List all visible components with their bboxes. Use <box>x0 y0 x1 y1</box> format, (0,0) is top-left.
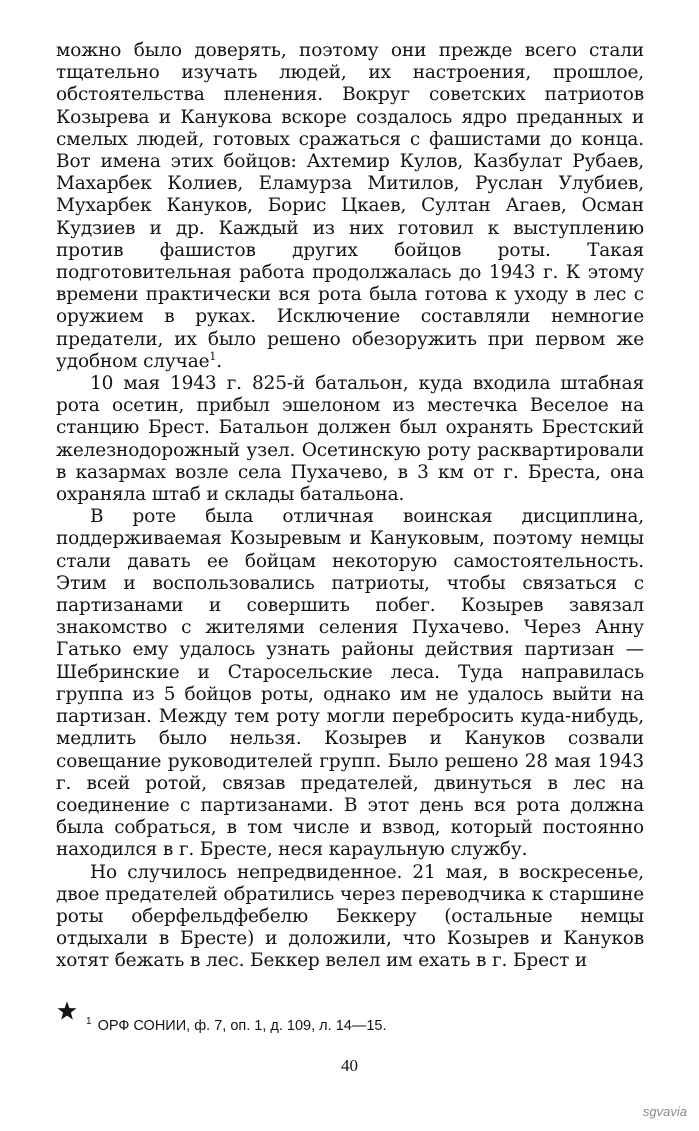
page-number: 40 <box>341 1056 358 1075</box>
paragraph-2 <box>56 373 644 506</box>
paragraph-1-end: . <box>216 350 222 372</box>
paragraph-1 <box>56 40 644 373</box>
page-body <box>56 40 644 973</box>
star-icon <box>56 1000 78 1022</box>
paragraph-3 <box>56 506 644 861</box>
footnote-number: 1 <box>86 1016 92 1028</box>
footnote-text: ОРФ СОНИИ, ф. 7, оп. 1, д. 109, л. 14—15. <box>97 1018 387 1034</box>
paragraph-4 <box>56 862 644 973</box>
paragraph-4-text: Но случилось непредвиденное. 21 мая, в воскресенье, двое предателей обратились через переводчика к старшине роты оберфельдфебелю Беккеру (остальные немцы отдыхали в Бресте) и доложили, что Козырев и Кануков хотят бежать в лес. Беккер велел им ехать в г. Брест и <box>56 861 644 972</box>
footnote-reference[interactable]: 1 <box>209 349 217 363</box>
paragraph-2-text: 10 мая 1943 г. 825-й батальон, куда входила штабная рота осетин, прибыл эшелоном из местечка Веселое на станцию Брест. Батальон должен был охранять Брестский железнодорожный узел. Осетинскую роту расквартировали в казармах возле села Пухачево, в 3 км от г. Бреста, она охраняла штаб и склады батальона. <box>56 373 644 506</box>
footnote <box>86 1017 386 1035</box>
paragraph-1-text: можно было доверять, поэтому они прежде всего стали тщательно изучать людей, их настроения, прошлое, обстоятельства пленения. Вокруг советских патриотов Козырева и Канукова вскоре создалось ядро преданных и смелых людей, готовых сражаться с фашистами до конца. Вот имена этих бойцов: Ахтемир Кулов, Казбулат Рубаев, Махарбек Колиев, Еламурза Митилов, Руслан Улубиев, Мухарбек Кануков, Борис Цкаев, Султан Агаев, Осман Кудзиев и др. Каждый из них готовил к выступлению против фашистов других бойцов роты. Такая подготовительная работа продолжалась до 1943 г. К этому времени практически вся рота была готова к уходу в лес с оружием в руках. Исключение составляли немногие предатели, их было решено обезоружить при первом же удобном случае <box>56 40 644 372</box>
watermark: sgvavia <box>642 1104 687 1119</box>
paragraph-3-text: В роте была отличная воинская дисциплина, поддерживаемая Козыревым и Кануковым, поэтому немцы стали давать ее бойцам некоторую самостоятельность. Этим и воспользовались патриоты, чтобы связаться с партизанами и совершить побег. Козырев завязал знакомство с жителями селения Пухачево. Через Анну Гатько ему удалось узнать районы действия партизан — Шебринские и Старосельские леса. Туда направилась группа из 5 бойцов роты, однако им не удалось выйти на партизан. Между тем роту могли перебросить куда-нибудь, медлить было нельзя. Козырев и Кануков созвали совещание руководителей групп. Было решено 28 мая 1943 г. всей ротой, связав предателей, двинуться в лес на соединение с партизанами. В этот день вся рота должна была собраться, в том числе и взвод, который постоянно находился в г. Бресте, неся караульную службу. <box>56 506 644 861</box>
